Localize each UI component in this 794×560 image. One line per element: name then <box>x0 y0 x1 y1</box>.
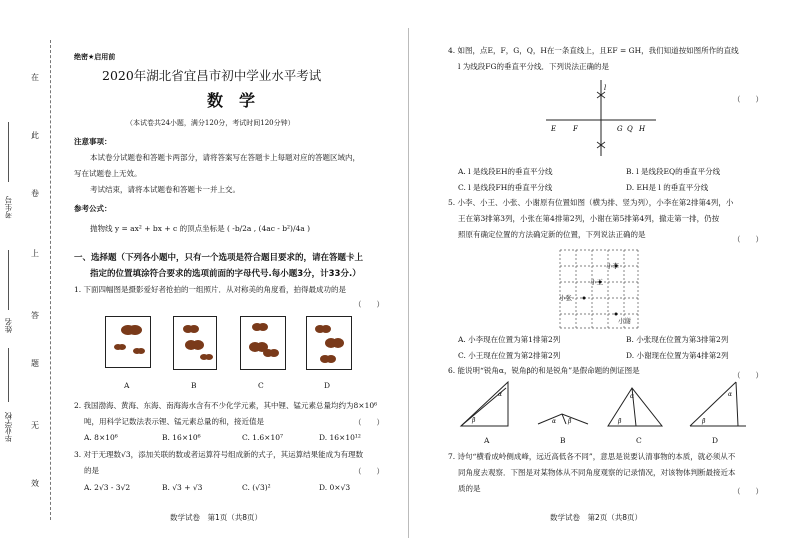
name-label: 姓名 <box>4 318 13 333</box>
q4-answer-paren: （ ） <box>733 95 763 104</box>
notice-heading: 注意事项： <box>74 137 112 146</box>
q3-answer-paren: （ ） <box>354 467 384 476</box>
q4-option-b[interactable]: B. l 是线段EQ的垂直平分线 <box>626 167 721 176</box>
q2-option-b[interactable]: B. 16×10⁶ <box>162 433 201 442</box>
formula-text: 抛物线 y = ax² + bx + c 的顶点坐标是 ( -b/2a , (4ac - b²)/4a ) <box>90 224 311 233</box>
q7-answer-paren: （ ） <box>733 487 763 496</box>
q1-option-b[interactable]: B <box>191 381 197 390</box>
q4-diagram <box>546 78 656 158</box>
svg-text:α: α <box>498 391 503 398</box>
q6-option-c[interactable]: C <box>636 436 642 445</box>
name-line <box>8 250 9 310</box>
q5-option-a[interactable]: A. 小李现在位置为第1排第2列 <box>458 335 561 344</box>
binding-char: 卷 <box>31 189 39 198</box>
question-5-line-3: 照原有确定位置的方法确定新的位置，下列说法正确的是 <box>458 230 646 239</box>
notice-line-1: 本试卷分试题卷和答题卡两部分，请将答案写在答题卡上每题对应的答题区域内， <box>90 153 360 162</box>
q6-angle-figures <box>458 378 758 430</box>
svg-text:α: α <box>728 391 733 398</box>
q5-name-zhang: 小张 <box>559 294 572 302</box>
question-2-line-1: 2. 我国渤海、黄海、东海、南海海水含有不少化学元素，其中锂、锰元素总量均约为8×10⁶ <box>74 401 378 410</box>
question-7-line-1: 7. 诗句“横看成岭侧成峰，远近高低各不同”，意思是说要认清事物的本质，就必须从不 <box>448 452 736 461</box>
binding-char: 上 <box>31 249 39 258</box>
butterfly-icon <box>106 317 150 367</box>
binding-char: 此 <box>31 131 39 140</box>
q4-option-c[interactable]: C. l 是线段FH的垂直平分线 <box>458 183 553 192</box>
binding-dashed-line <box>50 40 51 520</box>
section-1-heading: 一、选择题（下列各小题中，只有一个选项是符合题目要求的，请在答题卡上 <box>74 253 364 263</box>
label-g: G <box>617 125 623 133</box>
q1-answer-paren: （ ） <box>354 300 384 309</box>
school-line <box>8 348 9 402</box>
butterfly-icon <box>307 317 351 369</box>
q1-option-d[interactable]: D <box>324 381 331 390</box>
binding-char: 在 <box>31 73 39 82</box>
binding-margin <box>0 0 70 560</box>
question-1: 1. 下面四幅图是摄影爱好者抢拍的一组照片．从对称美的角度看，拍得最成功的是 <box>74 285 347 294</box>
svg-text:α: α <box>552 418 557 425</box>
q6-option-b[interactable]: B <box>560 436 566 445</box>
binding-char: 答 <box>31 311 39 320</box>
binding-char: 效 <box>31 479 39 488</box>
q3-option-d[interactable]: D. 0×√3 <box>319 483 351 492</box>
question-7-line-3: 质的是 <box>458 484 481 493</box>
q2-answer-paren: （ ） <box>354 418 384 427</box>
label-q: Q <box>627 125 633 133</box>
label-l: l <box>604 84 607 92</box>
page-1 <box>72 0 402 560</box>
secret-mark: 绝密★启用前 <box>74 53 116 61</box>
q1-photo-c <box>240 316 286 370</box>
q6-option-a[interactable]: A <box>484 436 490 445</box>
q6-option-d[interactable]: D <box>712 436 719 445</box>
q2-option-c[interactable]: C. 1.6×10⁷ <box>242 433 284 442</box>
q5-name-li: 小李 <box>606 262 619 270</box>
question-3-line-1: 3. 对于无理数√3，添加关联的数或者运算符号组成新的式子，其运算结果能成为有理数 <box>74 450 364 459</box>
student-id-label: 考生号 <box>4 196 13 219</box>
q5-option-b[interactable]: B. 小张现在位置为第3排第2列 <box>626 335 729 344</box>
label-f: F <box>573 125 578 133</box>
binding-char: 无 <box>31 421 39 430</box>
svg-text:β: β <box>472 417 476 424</box>
butterfly-icon <box>241 317 285 369</box>
school-label: 毕业学校 <box>4 412 13 442</box>
q6-answer-paren: （ ） <box>733 371 763 380</box>
svg-text:β: β <box>702 418 706 425</box>
q3-option-a[interactable]: A. 2√3 - 3√2 <box>84 483 131 492</box>
page-2 <box>448 0 788 560</box>
page-2-footer: 数学试卷 第2页（共8页） <box>550 513 643 522</box>
butterfly-icon <box>174 317 216 369</box>
question-4-line-1: 4. 如图，点E，F，G，Q，H在一条直线上，且EF = GH，我们知道按如图所作的直线 <box>448 46 739 55</box>
page-divider <box>408 28 409 538</box>
q1-option-a[interactable]: A <box>124 381 130 390</box>
q1-photo-a <box>105 316 151 368</box>
notice-line-2: 写在试题卷上无效。 <box>74 169 142 178</box>
svg-text:β: β <box>618 418 622 425</box>
question-5-line-1: 5. 小李、小王、小张、小谢原有位置如图（横为排、竖为列），小李在第2排第4列，小 <box>448 198 734 207</box>
svg-text:β: β <box>568 418 572 425</box>
q5-option-d[interactable]: D. 小谢现在位置为第4排第2列 <box>626 351 729 360</box>
q3-option-c[interactable]: C. (√3)² <box>242 483 271 492</box>
student-id-line <box>8 122 9 182</box>
section-1-subheading: 指定的位置填涂符合要求的选项前面的字母代号.每小题3分，计33分.） <box>90 269 361 279</box>
question-7-line-2: 同角度去观察．下图是对某物体从不同角度观察的记录情况，对该物体判断最接近本 <box>458 468 736 477</box>
q2-option-a[interactable]: A. 8×10⁶ <box>84 433 118 442</box>
q4-option-d[interactable]: D. EH是 l 的垂直平分线 <box>626 183 709 192</box>
page-1-footer: 数学试卷 第1页（共8页） <box>170 513 263 522</box>
question-3-line-2: 的是 <box>84 466 99 475</box>
question-2-line-2: 吨，用科学记数法表示锂、锰元素总量的和，接近值是 <box>84 417 264 426</box>
q5-option-c[interactable]: C. 小王现在位置为第2排第2列 <box>458 351 561 360</box>
binding-char: 题 <box>31 359 39 368</box>
formula-heading: 参考公式： <box>74 204 112 213</box>
q5-name-xie: 小谢 <box>618 317 631 325</box>
svg-text:α: α <box>630 393 635 400</box>
question-6: 6. 能说明“锐角α，锐角β的和是锐角”是假命题的例证图是 <box>448 366 640 375</box>
question-5-line-2: 王在第3排第3列，小张在第4排第2列，小谢在第5排第4列，撤走第一排，仍按 <box>458 214 720 223</box>
q1-photo-b <box>173 316 217 370</box>
q5-answer-paren: （ ） <box>733 235 763 244</box>
label-e: E <box>551 125 557 133</box>
notice-line-3: 考试结束，请将本试题卷和答题卡一并上交。 <box>90 185 240 194</box>
exam-note: （本试卷共24小题，满分120分，考试时间120分钟） <box>126 119 295 127</box>
question-4-line-2: l 为线段FG的垂直平分线．下列说法正确的是 <box>458 62 609 71</box>
q1-photo-d <box>306 316 352 370</box>
q4-option-a[interactable]: A. l 是线段EH的垂直平分线 <box>458 167 553 176</box>
subject-title: 数 学 <box>207 91 256 110</box>
q1-option-c[interactable]: C <box>258 381 264 390</box>
label-h: H <box>639 125 646 133</box>
exam-title: 2020年湖北省宜昌市初中学业水平考试 <box>102 68 322 83</box>
q2-option-d[interactable]: D. 16×10¹² <box>319 433 361 442</box>
q5-name-wang: 小王 <box>590 278 603 286</box>
q3-option-b[interactable]: B. √3 + √3 <box>162 483 203 492</box>
